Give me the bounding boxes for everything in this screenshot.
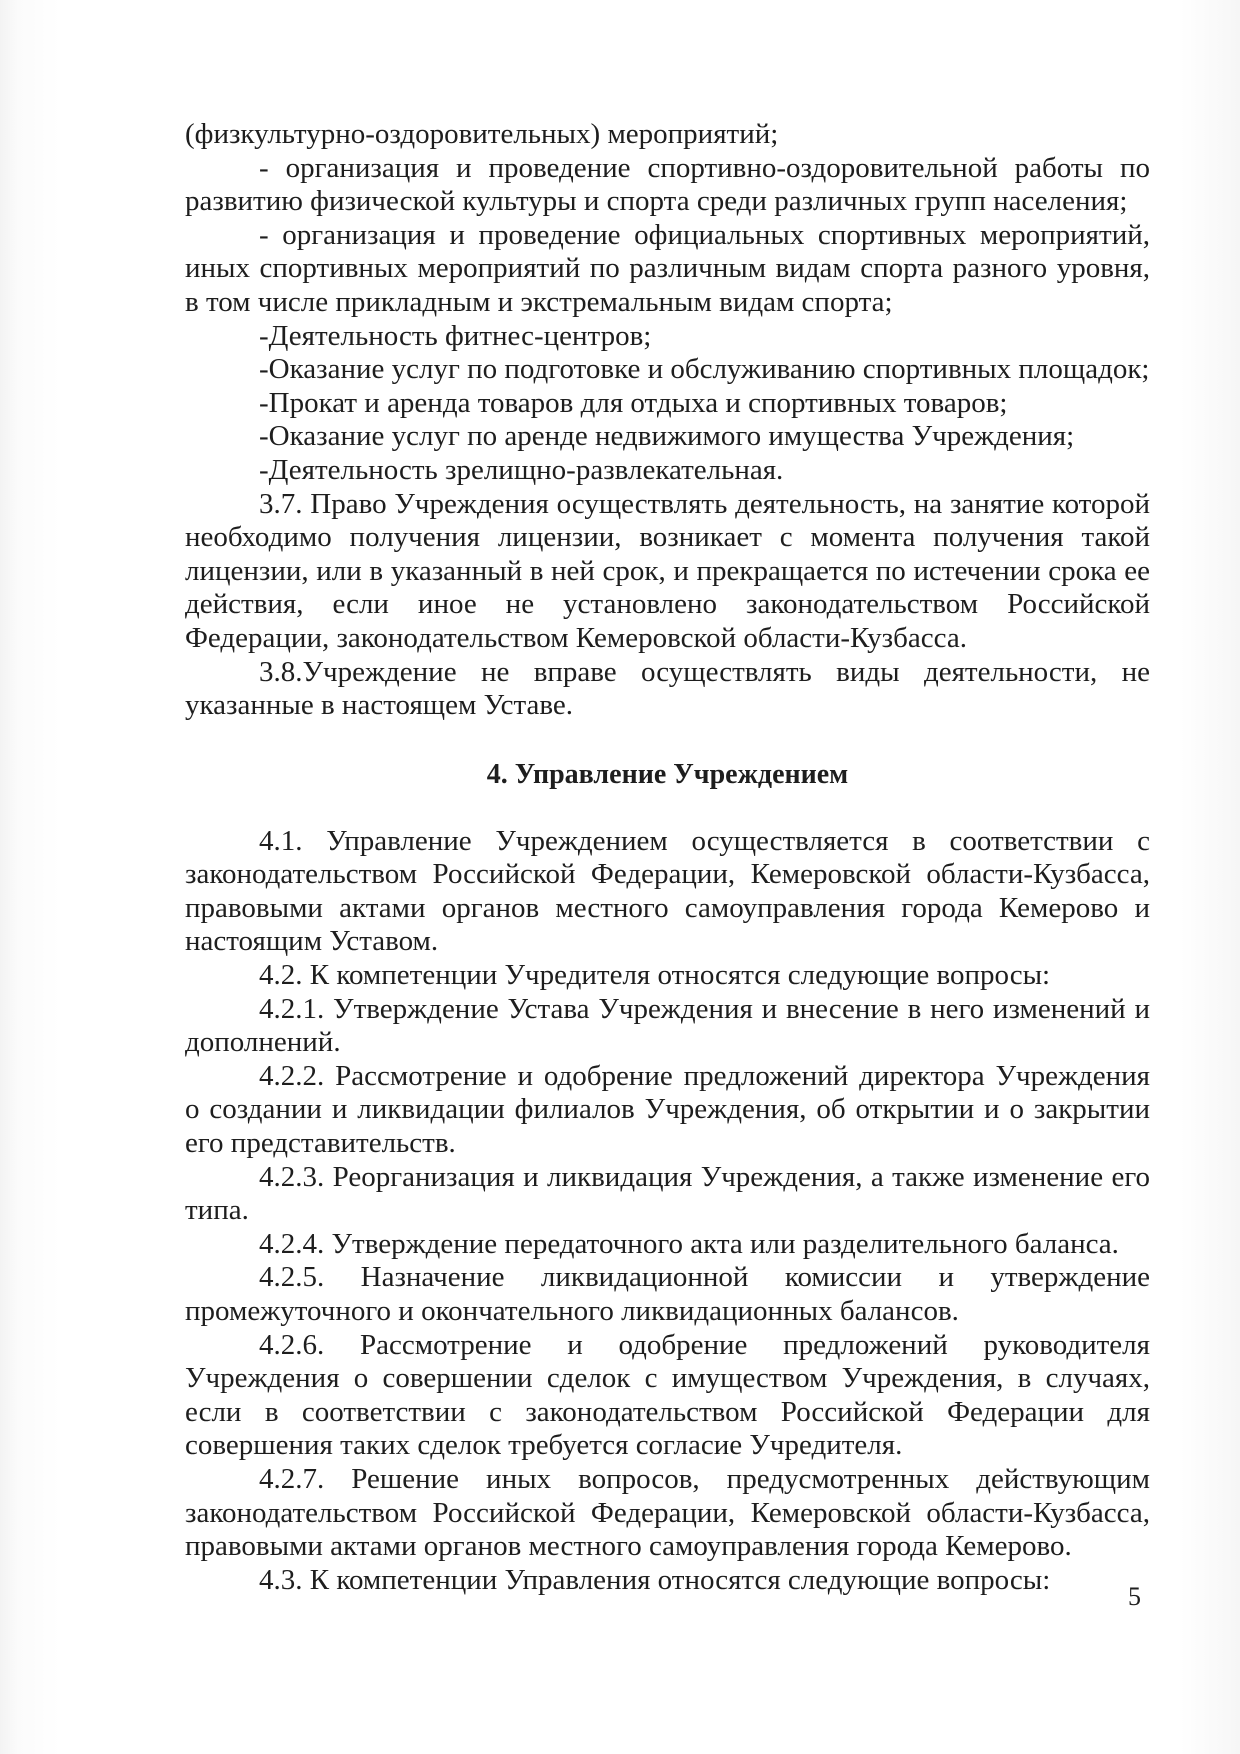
paragraph-group-top: [185, 118, 1150, 723]
paragraph: 4.2.4. Утверждение передаточного акта или разделительного баланса.: [259, 1227, 1119, 1260]
paragraph: - организация и проведение официальных спортивных мероприятий, иных спортивных мероприятий по различным видам спорта разного уровня, в том числе прикладным и экстремальным видам спорта;: [185, 218, 1150, 318]
paragraph: -Деятельность фитнес-центров;: [259, 319, 652, 352]
paragraph: -Оказание услуг по аренде недвижимого имущества Учреждения;: [259, 420, 1075, 453]
paragraph: (физкультурно-оздоровительных) мероприятий;: [185, 118, 779, 150]
paragraph: 4.2.6. Рассмотрение и одобрение предложений руководителя Учреждения о совершении сделок с имуществом Учреждения, в случаях, если в соответствии с законодательством Российской Федерации для совершения таких сделок требуется согласие Учредителя.: [185, 1328, 1150, 1462]
paragraph: 3.8.Учреждение не вправе осуществлять виды деятельности, не указанные в настоящем Уставе.: [185, 655, 1150, 722]
paragraph: 4.2.1. Утверждение Устава Учреждения и внесение в него изменений и дополнений.: [185, 992, 1150, 1059]
paragraph: -Деятельность зрелищно-развлекательная.: [259, 453, 784, 486]
paragraph: -Прокат и аренда товаров для отдыха и спортивных товаров;: [259, 386, 1008, 419]
paragraph: - организация и проведение спортивно-оздоровительной работы по развитию физической культуры и спорта среди различных групп населения;: [185, 151, 1150, 218]
paragraph: 4.1. Управление Учреждением осуществляется в соответствии с законодательством Российской Федерации, Кемеровской области-Кузбасса, правовыми актами органов местного самоуправления города Кемерово и настоящим Уставом.: [185, 824, 1150, 958]
paragraph-group-bottom: [185, 825, 1150, 1598]
paragraph: -Оказание услуг по подготовке и обслуживанию спортивных площадок;: [259, 353, 1150, 386]
paragraph: 4.2.5. Назначение ликвидационной комиссии и утверждение промежуточного и окончательного ликвидационных балансов.: [185, 1261, 1150, 1327]
document-body: [185, 118, 1150, 1597]
paragraph: 4.2.2. Рассмотрение и одобрение предложений директора Учреждения о создании и ликвидации филиалов Учреждения, об открытии и о закрытии его представительств.: [185, 1059, 1150, 1160]
paragraph: 4.2.3. Реорганизация и ликвидация Учреждения, а также изменение его типа.: [185, 1160, 1150, 1227]
paragraph: 4.2.7. Решение иных вопросов, предусмотренных действующим законодательством Российской Федерации, Кемеровской области-Кузбасса, правовыми актами органов местного самоуправления города Кемерово.: [185, 1462, 1150, 1563]
paragraph: 3.7. Право Учреждения осуществлять деятельность, на занятие которой необходимо получения лицензии, возникает с момента получения такой лицензии, или в указанный в ней срок, и прекращается по истечении срока ее действия, если иное не установлено законодательством Российской Федерации, законодательством Кемеровской области-Кузбасса.: [185, 487, 1150, 654]
paragraph: 4.3. К компетенции Управления относятся следующие вопросы:: [259, 1563, 1051, 1596]
paragraph: 4.2. К компетенции Учредителя относятся следующие вопросы:: [259, 959, 1051, 992]
section-heading: 4. Управление Учреждением: [486, 758, 849, 790]
page-number: 5: [1128, 1582, 1141, 1611]
